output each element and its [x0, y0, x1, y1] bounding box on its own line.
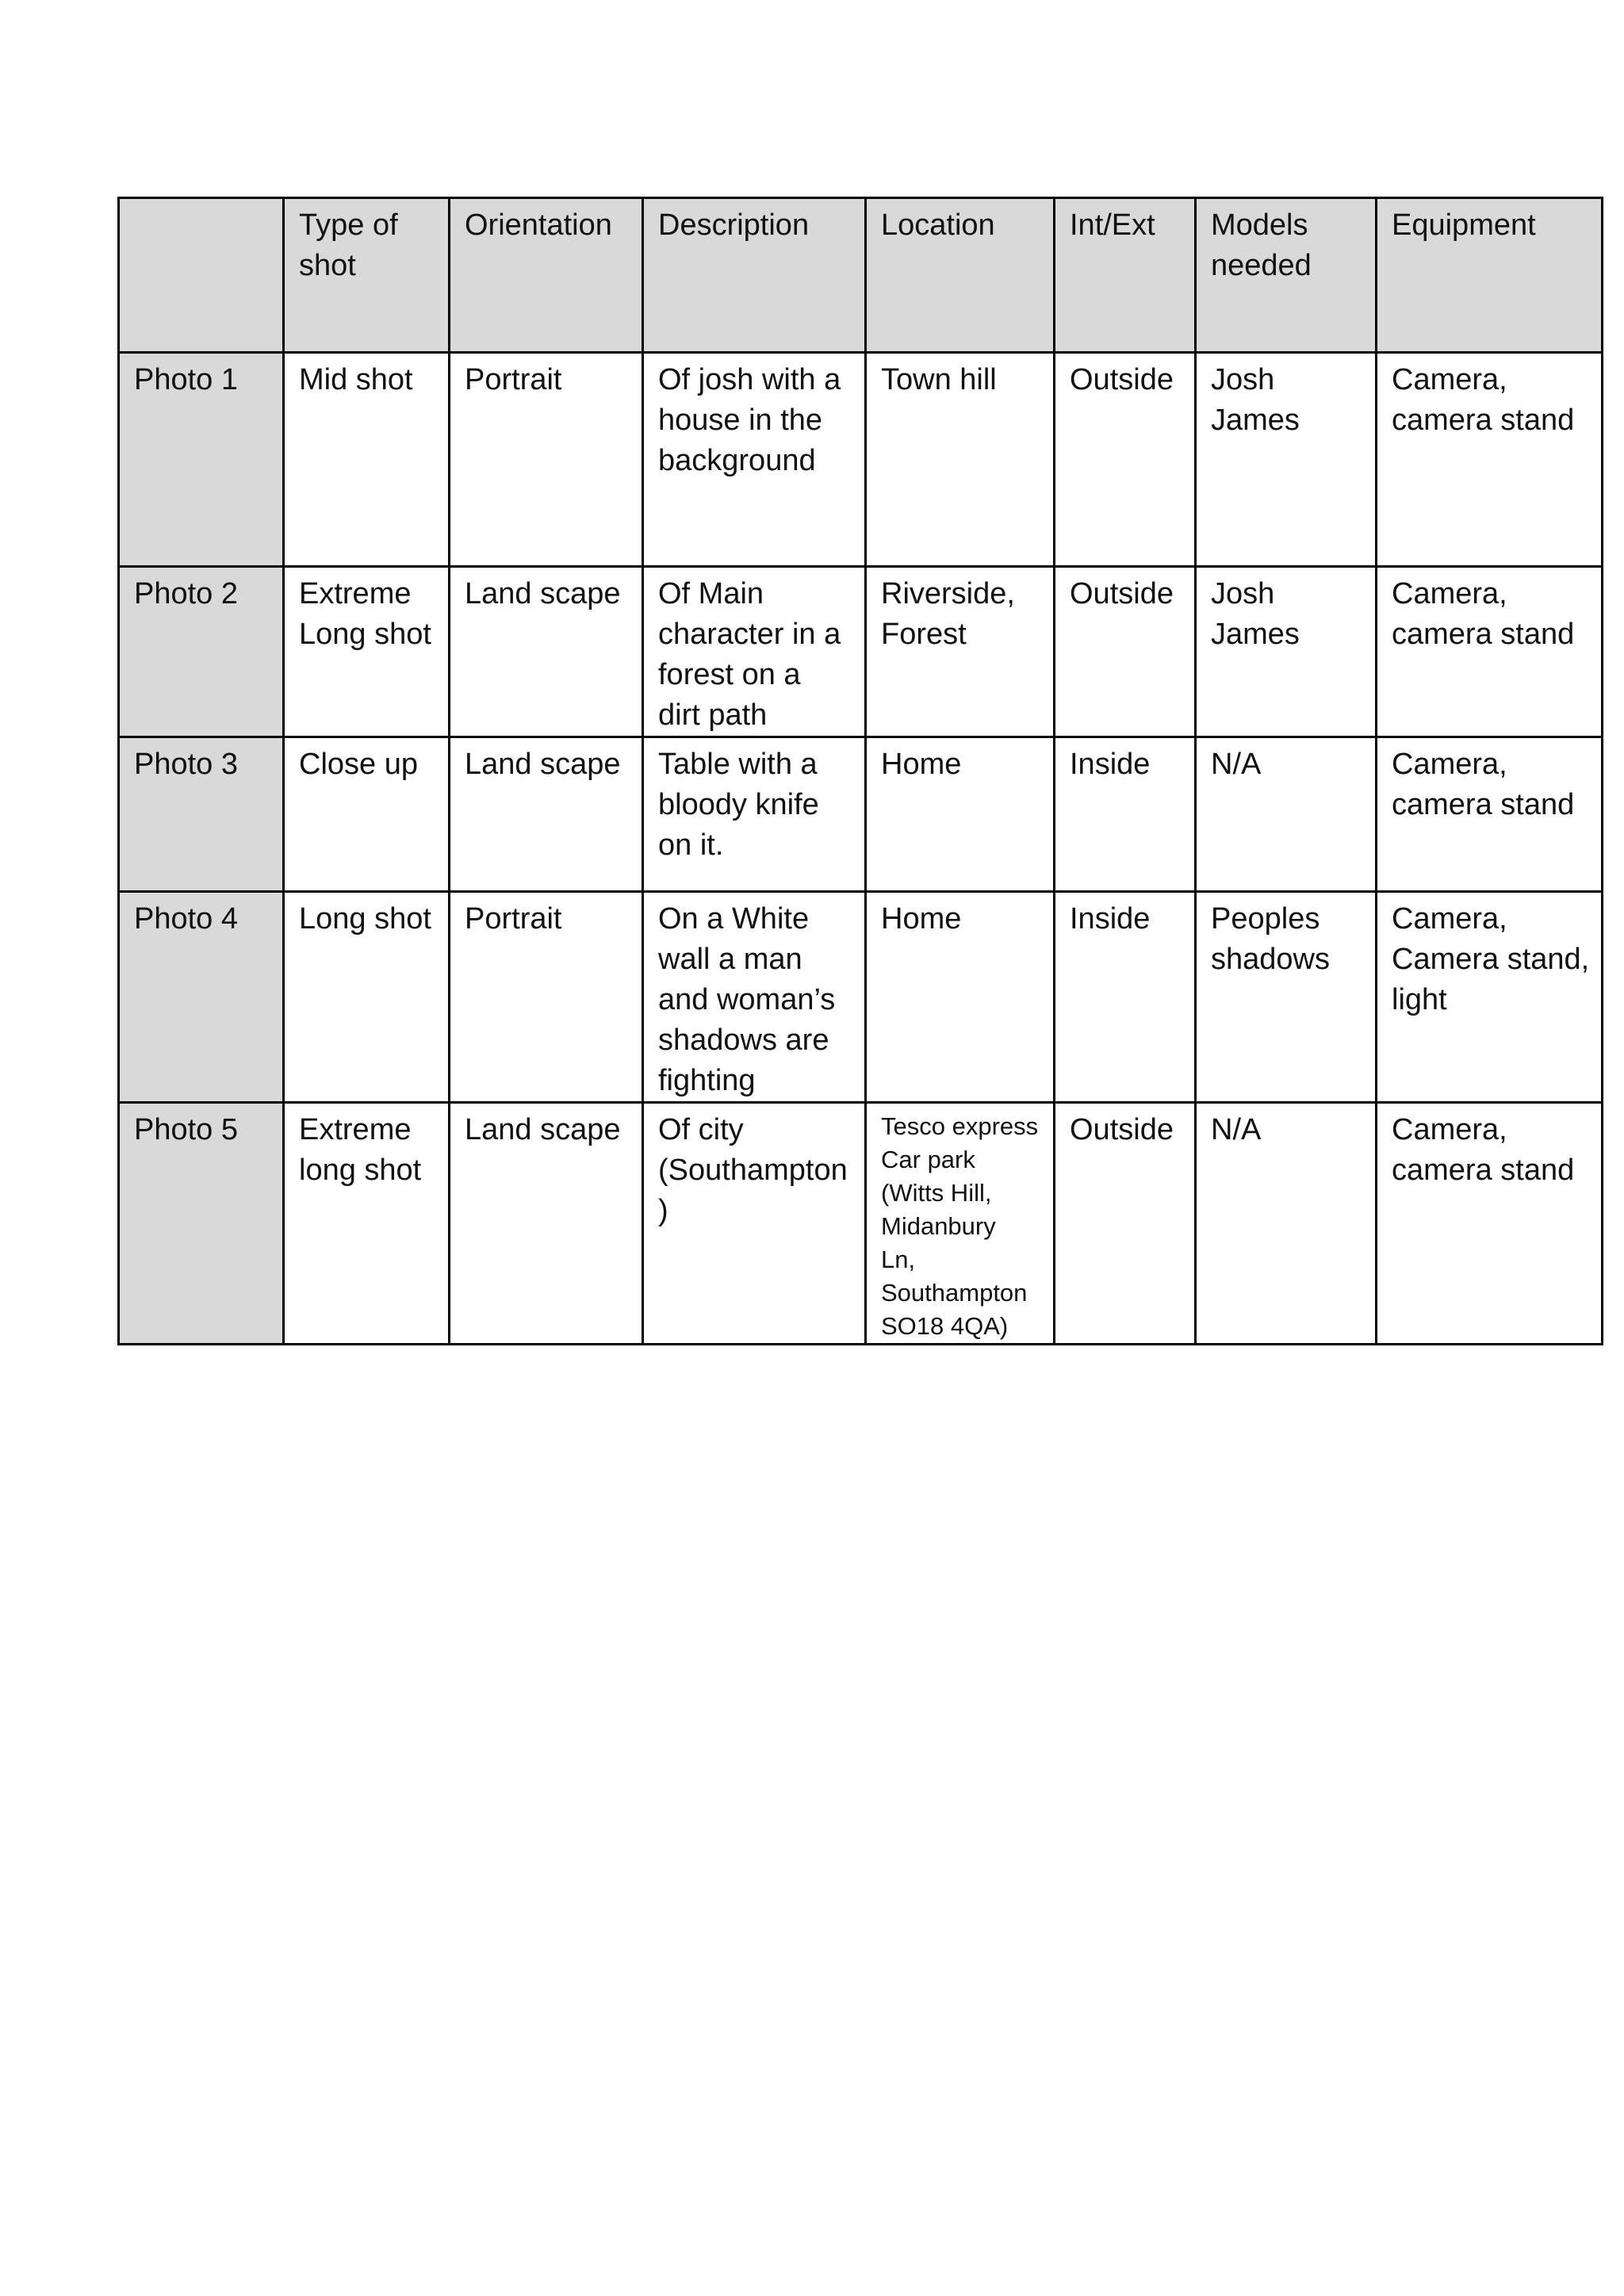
cell-line: Of city: [658, 1113, 744, 1146]
cell-line: N/A: [1211, 1113, 1262, 1146]
models-cell: [1196, 1103, 1377, 1345]
cell-line: (Witts Hill,: [881, 1179, 992, 1207]
cell-line: camera stand: [1392, 788, 1575, 821]
description-cell: [643, 892, 866, 1103]
cell-line: Inside: [1070, 902, 1151, 936]
cell-line: Long shot: [299, 902, 431, 936]
cell-line: and woman’s: [658, 983, 836, 1016]
models-cell: [1196, 567, 1377, 737]
cell-line: Southampton: [881, 1279, 1028, 1307]
equipment-cell: [1377, 567, 1603, 737]
cell-line: long shot: [299, 1154, 422, 1187]
int-ext-cell: [1055, 892, 1196, 1103]
models-cell: [1196, 353, 1377, 567]
cell-line: SO18 4QA): [881, 1312, 1009, 1340]
cell-line: Home: [881, 748, 962, 781]
cell-line: Forest: [881, 618, 967, 651]
cell-line: wall a man: [658, 943, 802, 976]
table-row: [119, 567, 1603, 737]
cell-line: Portrait: [465, 363, 562, 396]
cell-line: Ln,: [881, 1246, 916, 1273]
cell-line: Town hill: [881, 363, 997, 396]
row-label-cell: Photo 3: [119, 737, 284, 892]
type-of-shot-cell: [284, 737, 450, 892]
cell-line: Extreme: [299, 1113, 412, 1146]
location-cell: [866, 737, 1055, 892]
cell-line: Table with a: [658, 748, 818, 781]
type-of-shot-cell: [284, 892, 450, 1103]
table-row: [119, 1103, 1603, 1345]
cell-line: Camera,: [1392, 363, 1507, 396]
cell-line: Camera,: [1392, 902, 1507, 936]
location-cell: [866, 567, 1055, 737]
cell-line: Tesco express: [881, 1112, 1039, 1140]
type-of-shot-cell: [284, 567, 450, 737]
orientation-cell: [450, 892, 643, 1103]
header-cell-empty: [119, 198, 284, 353]
cell-line: character in a: [658, 618, 841, 651]
cell-line: (Southampton: [658, 1154, 848, 1187]
cell-line: Josh James: [1211, 363, 1300, 437]
cell-line: Of josh with a: [658, 363, 841, 396]
cell-line: Peoples: [1211, 902, 1320, 936]
cell-line: Midanbury: [881, 1212, 996, 1240]
cell-line: camera stand: [1392, 1154, 1575, 1187]
cell-line: Outside: [1070, 577, 1174, 610]
orientation-cell: [450, 1103, 643, 1345]
cell-line: Camera stand,: [1392, 943, 1590, 976]
equipment-cell: [1377, 353, 1603, 567]
equipment-cell: [1377, 892, 1603, 1103]
cell-line: forest on a: [658, 658, 801, 691]
cell-line: Camera,: [1392, 1113, 1507, 1146]
cell-line: Land scape: [465, 577, 621, 610]
location-cell: [866, 1103, 1055, 1345]
cell-line: light: [1392, 983, 1447, 1016]
row-label-cell: Photo 2: [119, 567, 284, 737]
cell-line: shadows are: [658, 1024, 829, 1057]
type-of-shot-cell: [284, 353, 450, 567]
row-label-cell: Photo 4: [119, 892, 284, 1103]
cell-line: fighting: [658, 1064, 756, 1097]
cell-line: On a White: [658, 902, 810, 936]
cell-line: Land scape: [465, 1113, 621, 1146]
int-ext-cell: [1055, 737, 1196, 892]
shot-list-table: [117, 197, 1603, 1345]
int-ext-cell: [1055, 1103, 1196, 1345]
location-cell: [866, 892, 1055, 1103]
cell-line: Car park: [881, 1146, 975, 1173]
table-row: [119, 892, 1603, 1103]
orientation-cell: [450, 353, 643, 567]
equipment-cell: [1377, 737, 1603, 892]
header-cell-equipment: Equipment: [1377, 198, 1603, 353]
cell-line: on it.: [658, 828, 724, 862]
table-row: [119, 737, 1603, 892]
cell-line: ): [658, 1194, 668, 1227]
header-row: [119, 198, 1603, 353]
cell-line: Home: [881, 902, 962, 936]
models-cell: [1196, 892, 1377, 1103]
models-cell: [1196, 737, 1377, 892]
cell-line: Josh James: [1211, 577, 1300, 651]
header-cell-location: Location: [866, 198, 1055, 353]
row-label-cell: Photo 5: [119, 1103, 284, 1345]
cell-line: Extreme: [299, 577, 412, 610]
cell-line: camera stand: [1392, 618, 1575, 651]
cell-line: dirt path: [658, 698, 768, 732]
cell-line: Mid shot: [299, 363, 413, 396]
header-cell-int-ext: Int/Ext: [1055, 198, 1196, 353]
cell-line: N/A: [1211, 748, 1262, 781]
int-ext-cell: [1055, 567, 1196, 737]
cell-line: Camera,: [1392, 577, 1507, 610]
cell-line: shadows: [1211, 943, 1330, 976]
cell-line: Of Main: [658, 577, 764, 610]
orientation-cell: [450, 737, 643, 892]
cell-line: Camera,: [1392, 748, 1507, 781]
description-cell: [643, 737, 866, 892]
header-cell-description: Description: [643, 198, 866, 353]
header-cell-type-of-shot: Type of shot: [284, 198, 450, 353]
location-cell: [866, 353, 1055, 567]
cell-line: Riverside,: [881, 577, 1015, 610]
orientation-cell: [450, 567, 643, 737]
cell-line: Inside: [1070, 748, 1151, 781]
equipment-cell: [1377, 1103, 1603, 1345]
cell-line: Close up: [299, 748, 418, 781]
description-cell: [643, 353, 866, 567]
description-cell: [643, 1103, 866, 1345]
cell-line: Portrait: [465, 902, 562, 936]
cell-line: Long shot: [299, 618, 431, 651]
row-label-cell: Photo 1: [119, 353, 284, 567]
header-cell-models-needed: Models needed: [1196, 198, 1377, 353]
cell-line: Outside: [1070, 363, 1174, 396]
int-ext-cell: [1055, 353, 1196, 567]
type-of-shot-cell: [284, 1103, 450, 1345]
description-cell: [643, 567, 866, 737]
cell-line: Outside: [1070, 1113, 1174, 1146]
cell-line: Land scape: [465, 748, 621, 781]
cell-line: background: [658, 444, 816, 477]
cell-line: bloody knife: [658, 788, 819, 821]
cell-line: house in the: [658, 404, 823, 437]
table-row: [119, 353, 1603, 567]
cell-line: camera stand: [1392, 404, 1575, 437]
header-cell-orientation: Orientation: [450, 198, 643, 353]
